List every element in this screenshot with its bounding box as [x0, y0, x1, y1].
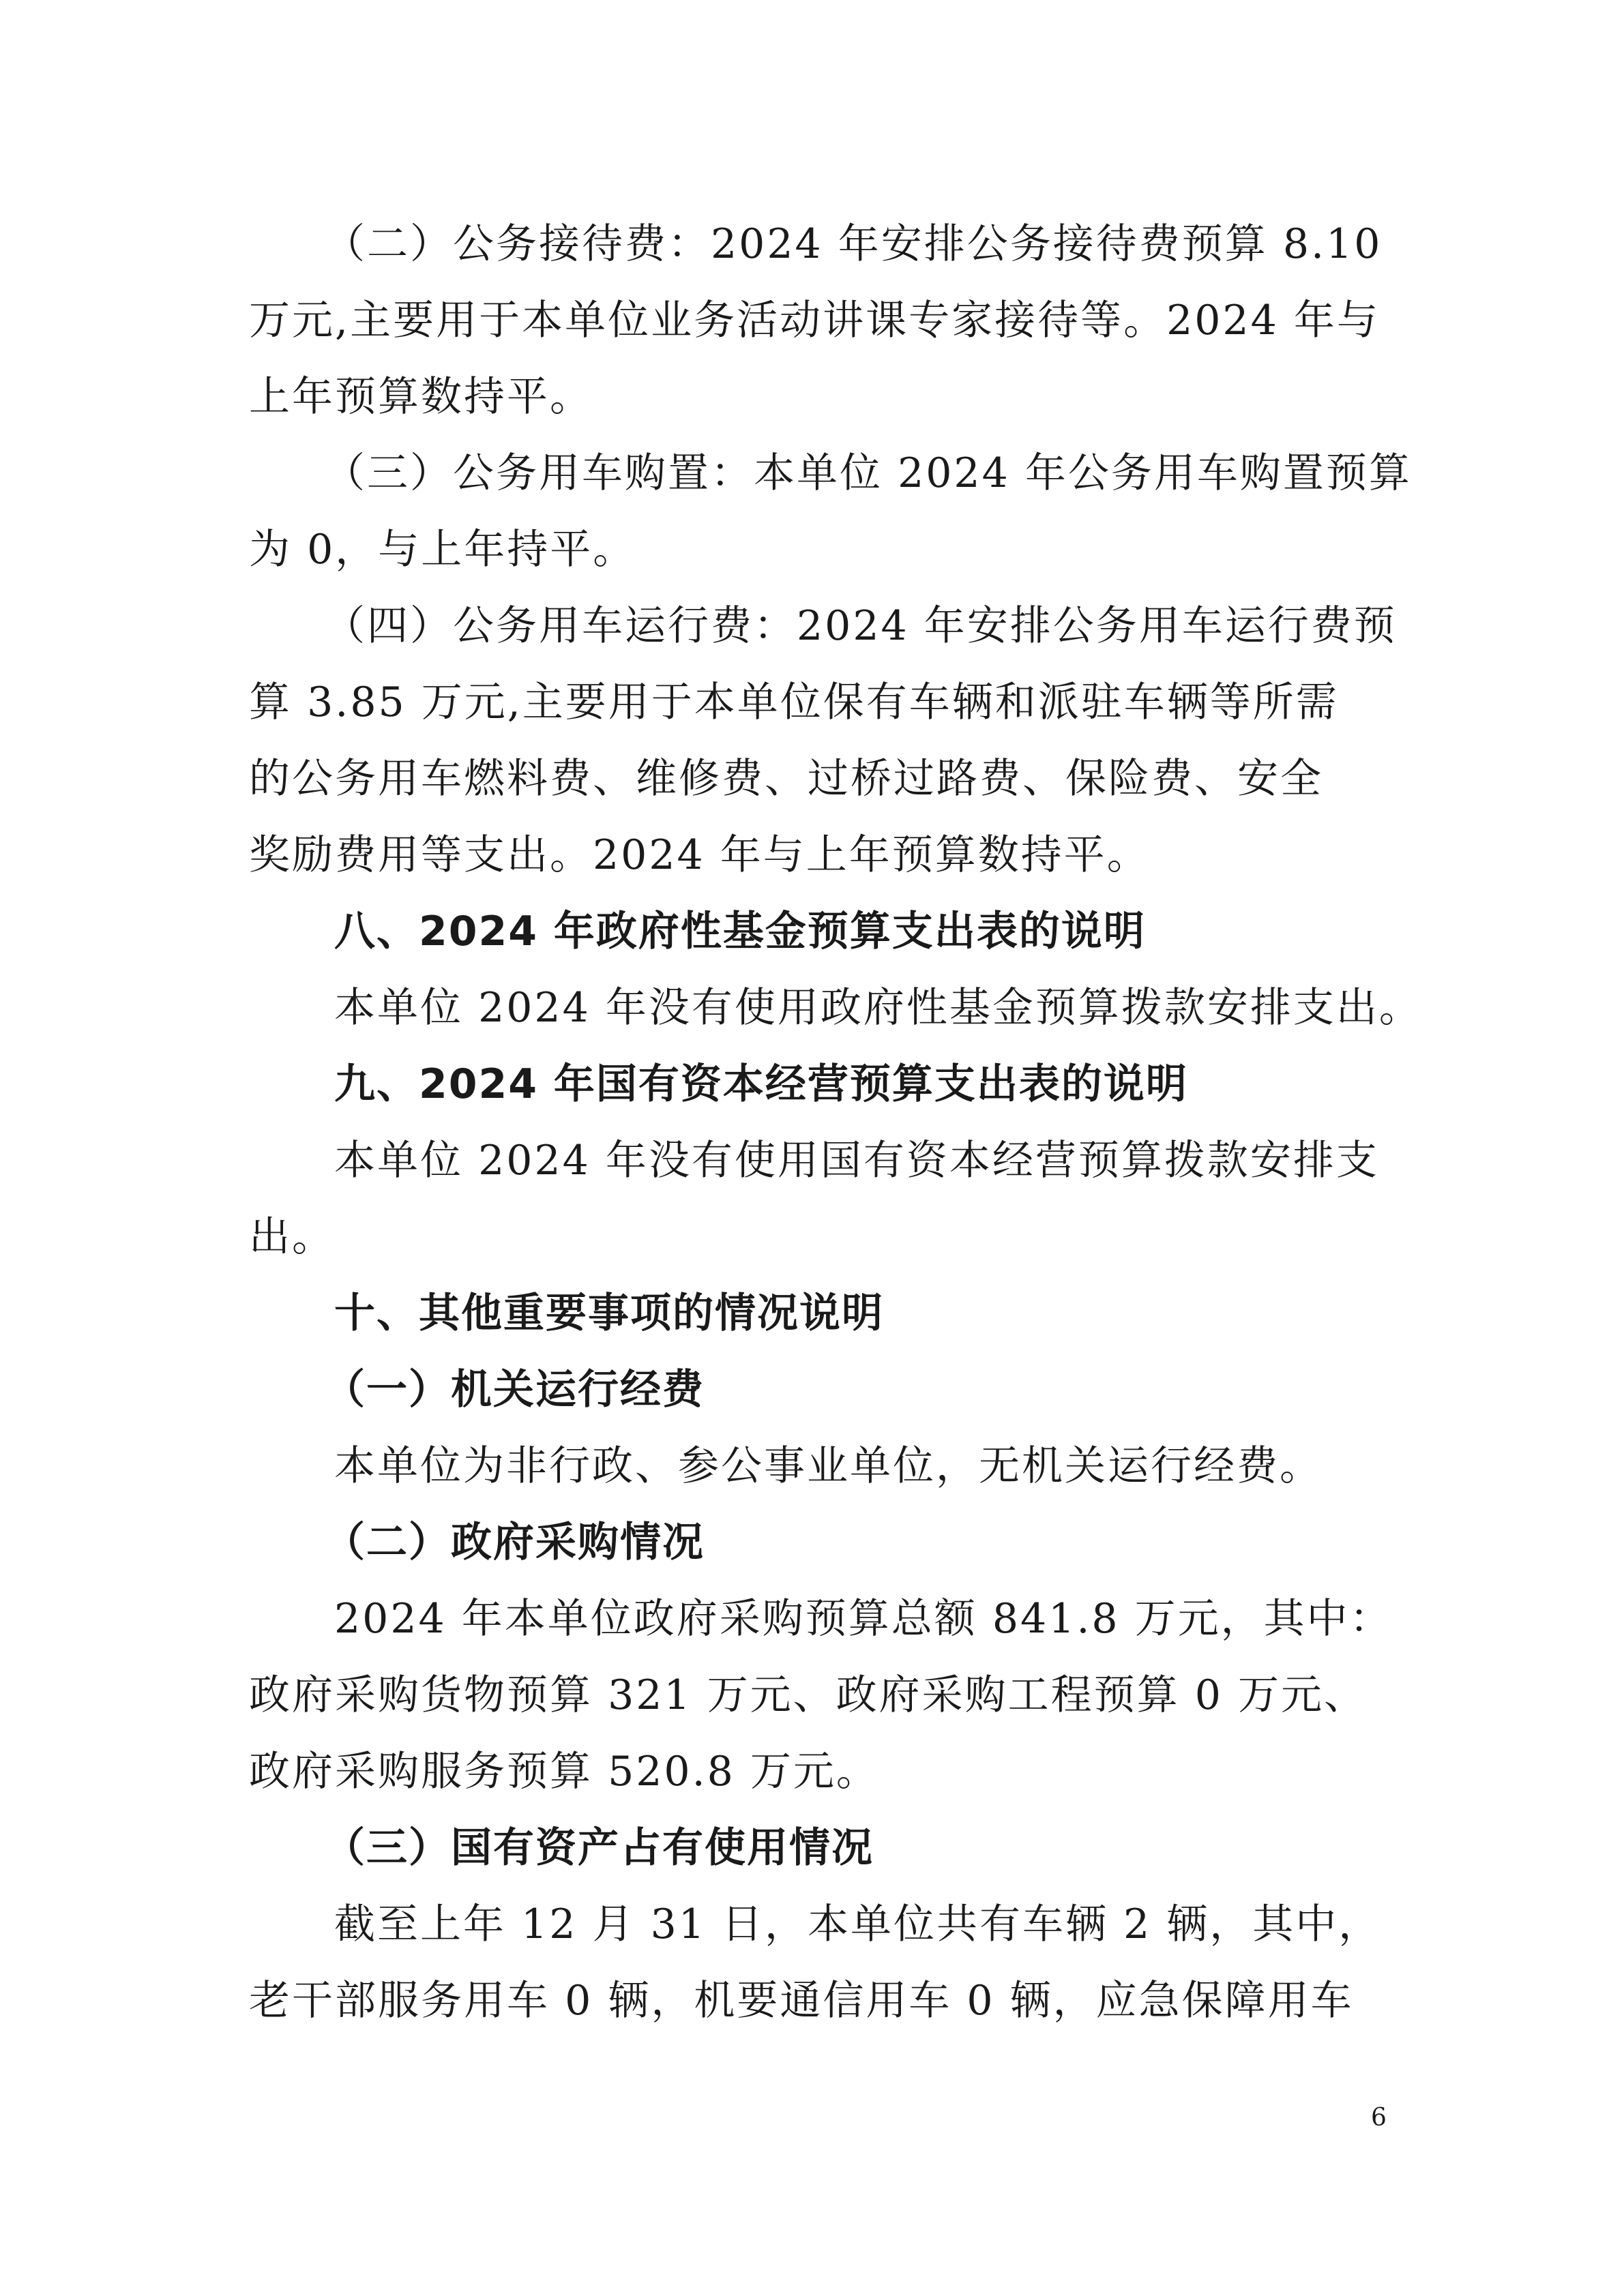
paragraph-line: 的公务用车燃料费、维修费、过桥过路费、保险费、安全	[249, 755, 1323, 803]
subsection-heading: （一）机关运行经费	[324, 1366, 705, 1414]
subsection-heading: （三）国有资产占有使用情况	[324, 1824, 874, 1872]
section-heading: 九、2024 年国有资本经营预算支出表的说明	[334, 1060, 1188, 1108]
paragraph-line: （四）公务用车运行费：2024 年安排公务用车运行费预	[324, 602, 1397, 650]
paragraph-line: 截至上年 12 月 31 日，本单位共有车辆 2 辆，其中，	[334, 1900, 1382, 1948]
paragraph-line: 本单位 2024 年没有使用国有资本经营预算拨款安排支	[334, 1137, 1379, 1184]
paragraph-line: 本单位为非行政、参公事业单位，无机关运行经费。	[334, 1442, 1323, 1490]
paragraph-line: 老干部服务用车 0 辆，机要通信用车 0 辆，应急保障用车	[249, 1977, 1354, 2025]
paragraph-line: 政府采购服务预算 520.8 万元。	[249, 1748, 879, 1795]
paragraph-line: 出。	[249, 1213, 335, 1261]
paragraph-line: 上年预算数持平。	[249, 373, 593, 421]
paragraph-line: 奖励费用等支出。2024 年与上年预算数持平。	[249, 831, 1150, 879]
paragraph-line: 2024 年本单位政府采购预算总额 841.8 万元，其中：	[334, 1595, 1393, 1643]
subsection-heading: （二）政府采购情况	[324, 1519, 705, 1566]
paragraph-line: 算 3.85 万元,主要用于本单位保有车辆和派驻车辆等所需	[249, 679, 1339, 726]
paragraph-line: 政府采购货物预算 321 万元、政府采购工程预算 0 万元、	[249, 1671, 1367, 1719]
paragraph-line: 万元,主要用于本单位业务活动讲课专家接待等。2024 年与	[249, 297, 1380, 344]
section-heading: 十、其他重要事项的情况说明	[334, 1289, 884, 1337]
paragraph-line: （三）公务用车购置：本单位 2024 年公务用车购置预算	[324, 449, 1412, 497]
paragraph-line: 本单位 2024 年没有使用政府性基金预算拨款安排支出。	[334, 984, 1422, 1032]
paragraph-line: 为 0，与上年持平。	[249, 526, 636, 573]
section-heading: 八、2024 年政府性基金预算支出表的说明	[334, 908, 1146, 955]
paragraph-line: （二）公务接待费：2024 年安排公务接待费预算 8.10	[324, 220, 1383, 268]
page-number: 6	[1371, 2104, 1387, 2132]
